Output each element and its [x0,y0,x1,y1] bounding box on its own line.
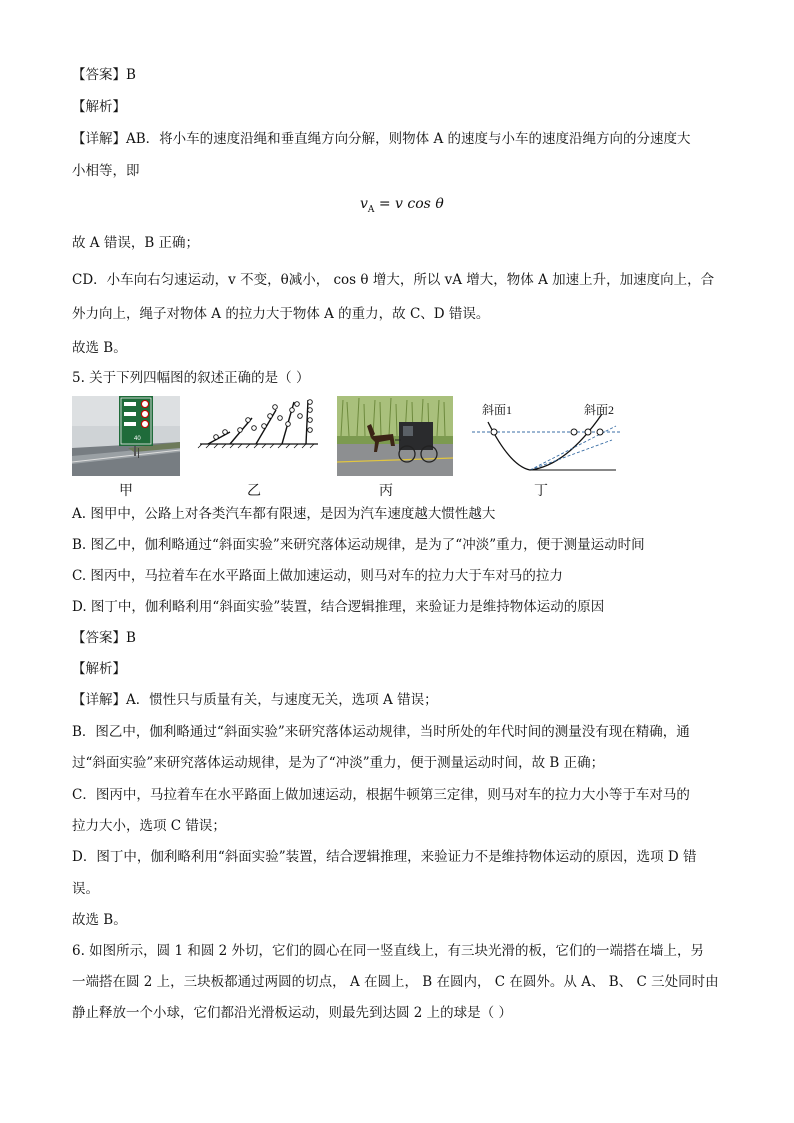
conclusion-2: 故选 B。 [72,912,127,928]
line-detail-1: 【详解】AB．将小车的速度沿绳和垂直绳方向分解，则物体 A 的速度与小车的速度沿绳方向的分速度大 [72,131,691,147]
detail-2-3: 过“斜面实验”来研究落体运动规律，是为了“冲淡”重力，便于测量运动时间，故 B 正确； [72,755,605,771]
option-b: B. 图乙中，伽利略通过“斜面实验”来研究落体运动规律，是为了“冲淡”重力，便于测量运动时间 [72,537,645,553]
option-d: D. 图丁中，伽利略利用“斜面实验”装置，结合逻辑推理，来验证力是维持物体运动的原因 [72,599,605,615]
line-detail-3: 故 A 错误，B 正确； [72,235,200,251]
detail-2-2: B．图乙中，伽利略通过“斜面实验”来研究落体运动规律，当时所处的年代时间的测量没有现在精确，通 [72,724,690,740]
answer-2: 【答案】B [72,630,136,646]
detail-2-1: 【详解】A．惯性只与质量有关，与速度无关，选项 A 错误； [72,692,438,708]
label-incline-2: 斜面2 [584,403,615,417]
caption-jia: 甲 [119,483,133,499]
line-detail-2: 小相等，即 [72,163,140,179]
question-6-line-3: 静止释放一个小球，它们都沿光滑板运动，则最先到达圆 2 上的球是（ ） [72,1005,512,1021]
figure-yi [196,396,320,476]
line-analysis: 【解析】 [72,99,126,115]
formula: $v_A = v$ cos θ [360,196,444,215]
analysis-2: 【解析】 [72,661,126,677]
detail-2-7: 误。 [72,881,99,897]
caption-bing: 丙 [379,483,393,499]
question-5: 5. 关于下列四幅图的叙述正确的是（ ） [72,370,310,386]
option-a: A. 图甲中，公路上对各类汽车都有限速，是因为汽车速度越大惯性越大 [72,506,496,522]
line-conclusion: 故选 B。 [72,340,127,356]
figure-bing [337,396,453,476]
detail-2-5: 拉力大小，选项 C 错误； [72,818,226,834]
line-answer: 【答案】B [72,67,136,83]
option-c: C. 图丙中，马拉着车在水平路面上做加速运动，则马对车的拉力大于车对马的拉力 [72,568,563,584]
detail-2-6: D．图丁中，伽利略利用“斜面实验”装置，结合逻辑推理，来验证力不是维持物体运动的原因，选项 D 错 [72,849,697,865]
label-incline-1: 斜面1 [482,403,513,417]
figure-ding [466,396,626,476]
detail-2-4: C．图丙中，马拉着车在水平路面上做加速运动，根据牛顿第三定律，则马对车的拉力大小等于车对马的 [72,787,690,803]
question-6-line-2: 一端搭在圆 2 上，三块板都通过两圆的切点， A 在圆上， B 在圆内， C 在圆外。从 A、 B、 C 三处同时由 [72,974,719,990]
sign-text: 40 [134,436,141,442]
line-detail-4: CD．小车向右匀速运动，v 不变，θ减小， cos θ 增大，所以 vA 增大，物体 A 加速上升，加速度向上，合 [72,272,715,288]
question-6-line-1: 6. 如图所示，圆 1 和圆 2 外切，它们的圆心在同一竖直线上，有三块光滑的板，它们的一端搭在墙上，另 [72,943,705,959]
line-detail-5: 外力向上，绳子对物体 A 的拉力大于物体 A 的重力，故 C、D 错误。 [72,306,490,322]
caption-yi: 乙 [247,483,261,499]
caption-ding: 丁 [534,483,548,499]
figure-jia [72,396,180,476]
